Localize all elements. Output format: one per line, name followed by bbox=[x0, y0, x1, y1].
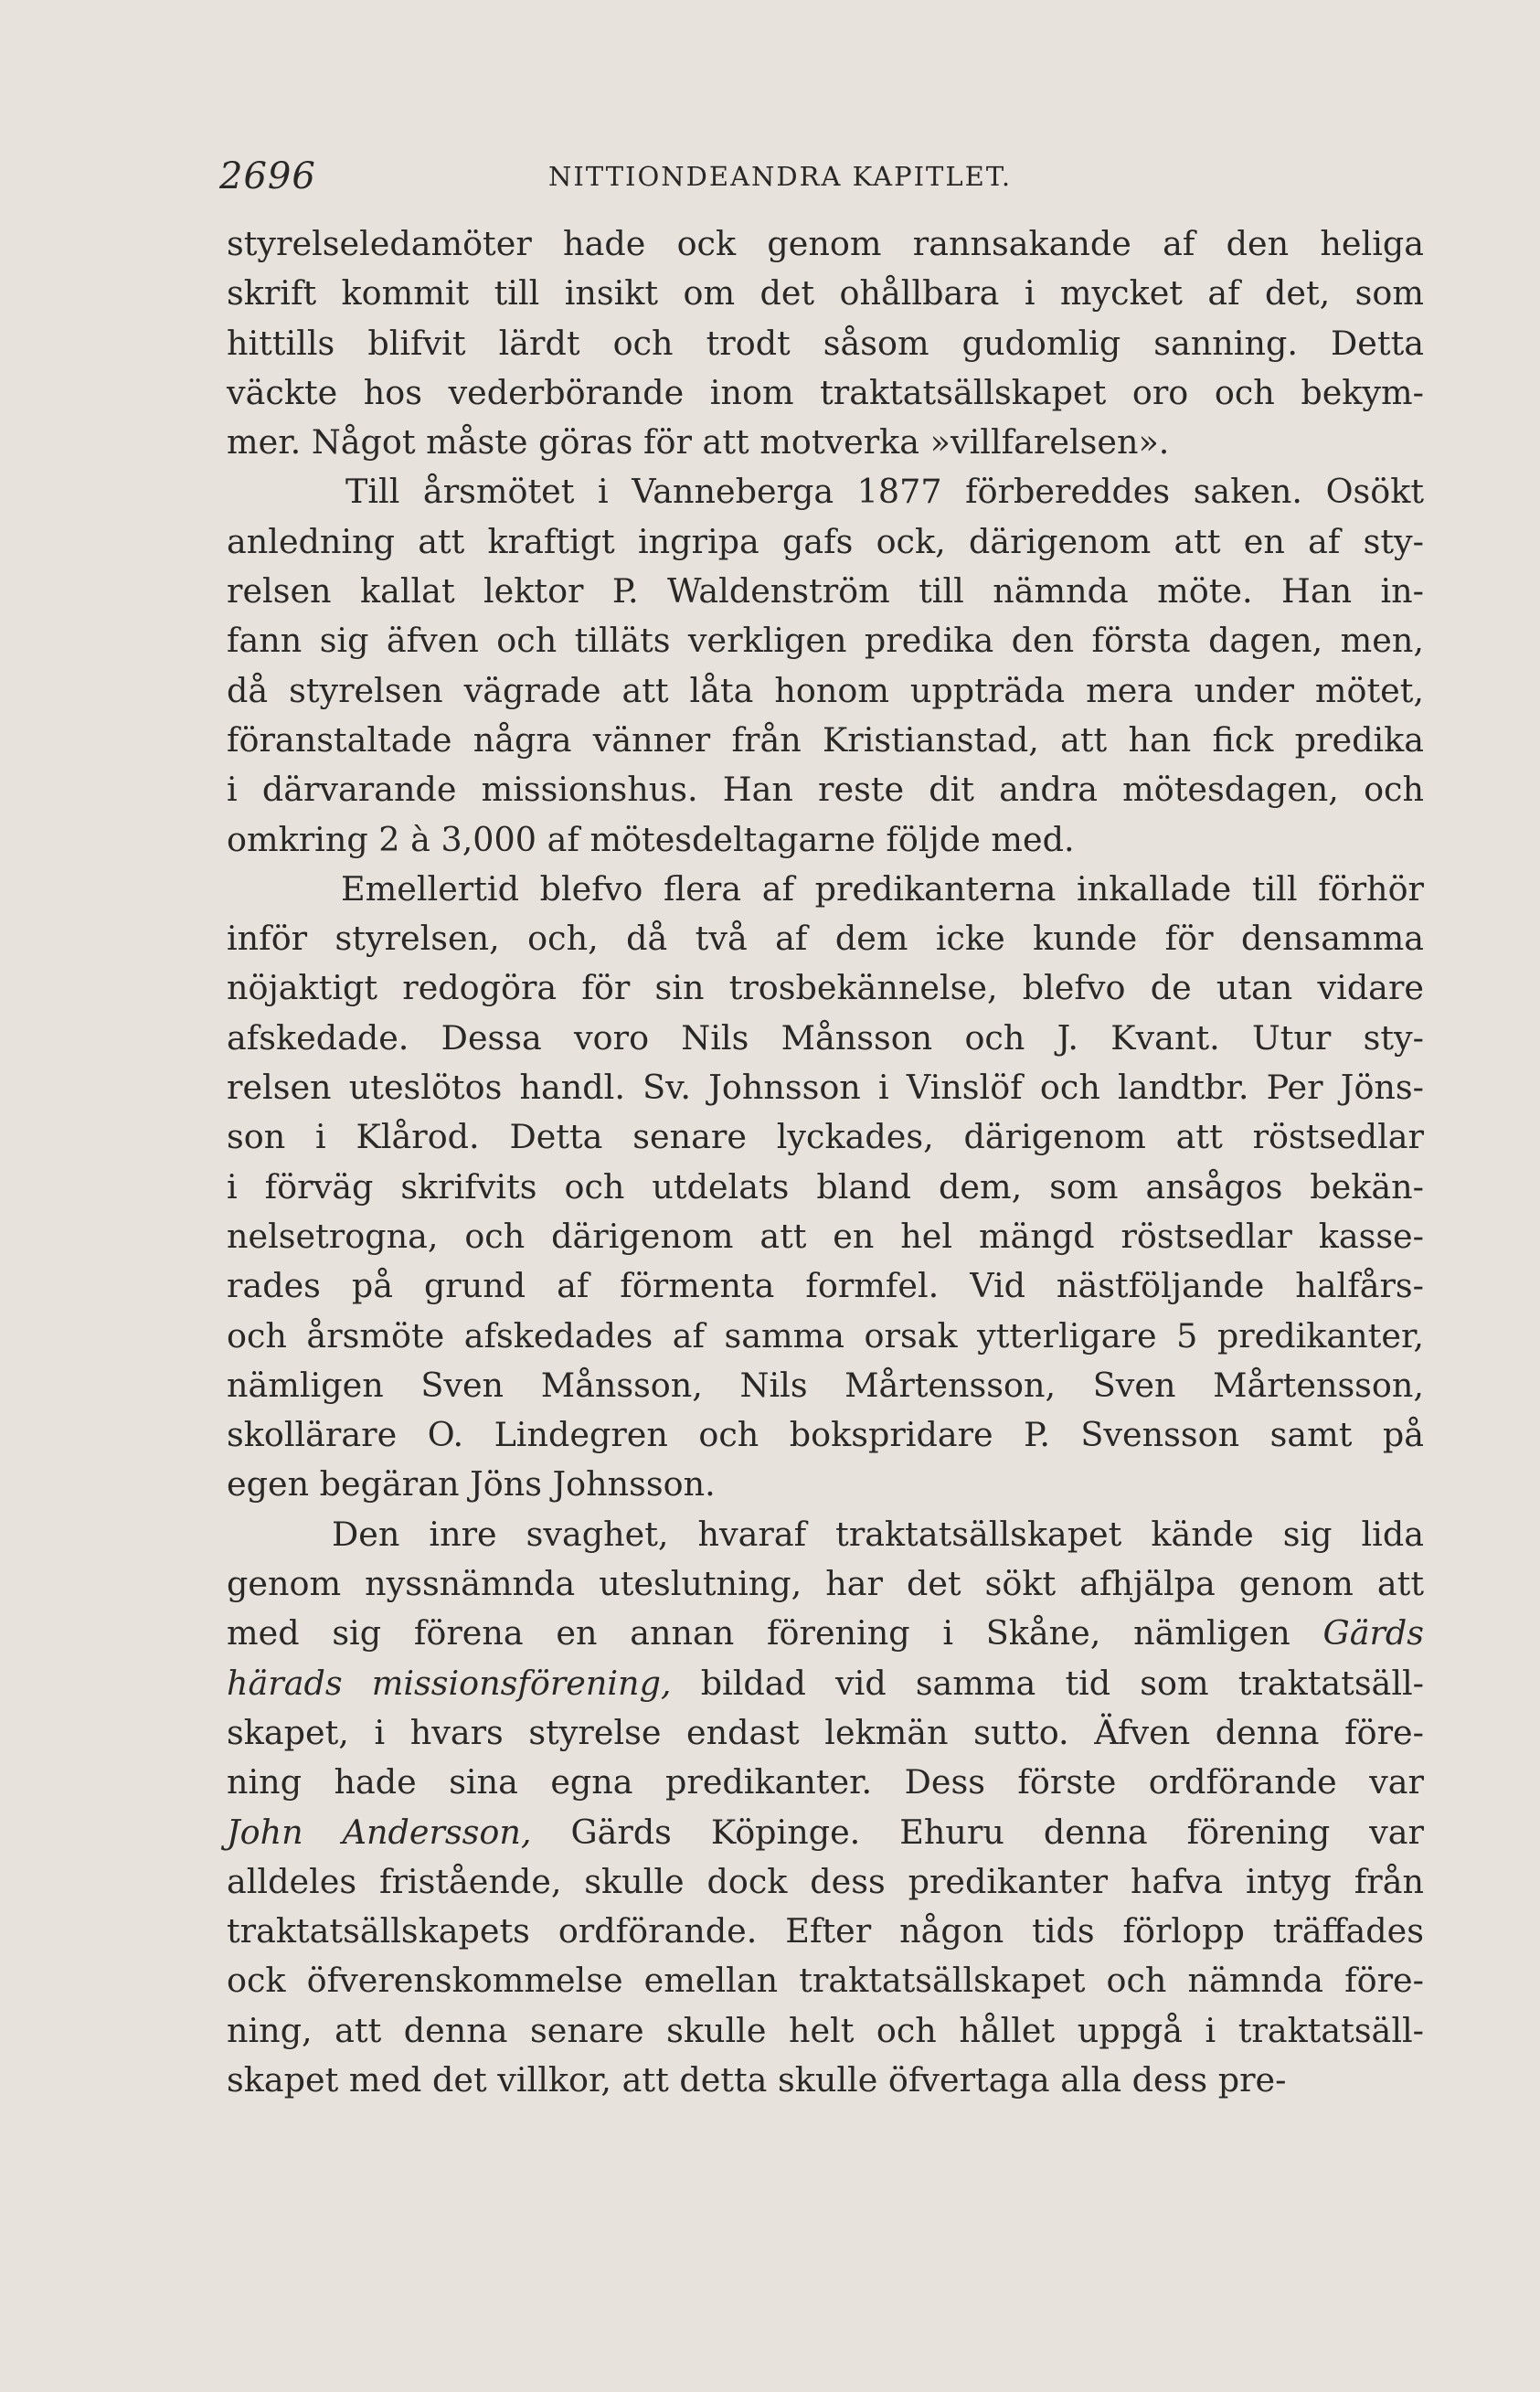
text-line: ock öfverenskommelse emellan traktatsällskapet och nämnda före- bbox=[227, 1961, 1424, 2001]
text-line: i därvarande missionshus. Han reste dit andra mötesdagen, och bbox=[227, 770, 1424, 810]
text-segment: Gärds Köpinge. Ehuru denna förening var bbox=[570, 1812, 1425, 1852]
text-line bbox=[227, 1659, 1424, 1708]
italic-name: Gärds bbox=[1322, 1613, 1425, 1653]
text-line: son i Klårod. Detta senare lyckades, därigenom att röstsedlar bbox=[227, 1117, 1424, 1157]
text-line: alldeles fristående, skulle dock dess predikanter hafva intyg från bbox=[227, 1861, 1424, 1901]
text-line: skrift kommit till insikt om det ohållbara i mycket af det, som bbox=[227, 273, 1424, 314]
text-line: relsen uteslötos handl. Sv. Johnsson i Vinslöf och landtbr. Per Jöns- bbox=[227, 1068, 1424, 1108]
page-number: 2696 bbox=[219, 155, 316, 197]
text-line: rades på grund af förmenta formfel. Vid nästföljande halfårs- bbox=[227, 1266, 1424, 1306]
text-line: omkring 2 à 3,000 af mötesdeltagarne följde med. bbox=[227, 819, 1075, 859]
text-line: Till årsmötet i Vanneberga 1877 förbereddes saken. Osökt bbox=[345, 472, 1424, 512]
text-line: genom nyssnämnda uteslutning, har det sökt afhjälpa genom att bbox=[227, 1564, 1424, 1604]
page-header bbox=[219, 155, 1426, 210]
text-line: nöjaktigt redogöra för sin trosbekännelse, blefvo de utan vidare bbox=[227, 968, 1424, 1008]
text-line: egen begäran Jöns Johnsson. bbox=[227, 1464, 716, 1504]
text-segment: bildad vid samma tid som traktatsäll- bbox=[700, 1663, 1425, 1703]
paragraph-2 bbox=[227, 467, 1424, 864]
text-line: föranstaltade några vänner från Kristianstad, att han fick predika bbox=[227, 719, 1424, 760]
text-line: anledning att kraftigt ingripa gafs ock, därigenom att en af sty- bbox=[227, 521, 1424, 561]
text-line bbox=[227, 1609, 1424, 1658]
text-line: skollärare O. Lindegren och bokspridare P. Svensson samt på bbox=[227, 1415, 1424, 1455]
text-line: och årsmöte afskedades af samma orsak ytterligare 5 predikanter, bbox=[227, 1315, 1424, 1355]
text-line: nelsetrogna, och därigenom att en hel mängd röstsedlar kasse- bbox=[227, 1216, 1424, 1256]
text-line: väckte hos vederbörande inom traktatsällskapet oro och bekym- bbox=[227, 372, 1424, 412]
text-line: då styrelsen vägrade att låta honom uppträda mera under mötet, bbox=[227, 670, 1424, 710]
text-line: inför styrelsen, och, då två af dem icke kunde för densamma bbox=[227, 919, 1424, 959]
text-line: hittills blifvit lärdt och trodt såsom gudomlig sanning. Detta bbox=[227, 323, 1424, 363]
text-line: i förväg skrifvits och utdelats bland dem, som ansågos bekän- bbox=[227, 1166, 1424, 1207]
body-text bbox=[227, 219, 1424, 2105]
text-line: ning hade sina egna predikanter. Dess förste ordförande var bbox=[227, 1762, 1424, 1802]
text-line: Den inre svaghet, hvaraf traktatsällskapet kände sig lida bbox=[332, 1514, 1424, 1554]
text-line: styrelseledamöter hade ock genom rannsakande af den heliga bbox=[227, 224, 1424, 263]
text-line: traktatsällskapets ordförande. Efter någon tids förlopp träffades bbox=[227, 1911, 1424, 1951]
text-line: mer. Något måste göras för att motverka »villfarelsen». bbox=[227, 422, 1170, 462]
text-line: relsen kallat lektor P. Waldenström till nämnda möte. Han in- bbox=[227, 571, 1424, 611]
text-line: afskedade. Dessa voro Nils Månsson och J. Kvant. Utur sty- bbox=[227, 1017, 1424, 1058]
text-line: fann sig äfven och tilläts verkligen predika den första dagen, men, bbox=[227, 621, 1424, 661]
text-segment: med sig förena en annan förening i Skåne, nämligen bbox=[227, 1613, 1290, 1653]
running-title: NITTIONDEANDRA KAPITLET. bbox=[548, 161, 1013, 192]
text-line: ning, att denna senare skulle helt och hållet uppgå i traktatsäll- bbox=[227, 2010, 1424, 2050]
italic-name: John Andersson, bbox=[227, 1812, 532, 1852]
paragraph-3 bbox=[227, 865, 1424, 1510]
text-line: skapet med det villkor, att detta skulle öfvertaga alla dess pre- bbox=[227, 2059, 1287, 2100]
text-line: Emellertid blefvo flera af predikanterna inkallade till förhör bbox=[341, 868, 1424, 909]
text-line bbox=[227, 1808, 1424, 1857]
italic-name: härads missionsförening, bbox=[227, 1663, 672, 1703]
paragraph-1 bbox=[227, 219, 1424, 467]
paragraph-4 bbox=[227, 1510, 1424, 2106]
text-line: skapet, i hvars styrelse endast lekmän sutto. Äfven denna före- bbox=[227, 1712, 1424, 1752]
text-line: nämligen Sven Månsson, Nils Mårtensson, Sven Mårtensson, bbox=[227, 1365, 1424, 1405]
